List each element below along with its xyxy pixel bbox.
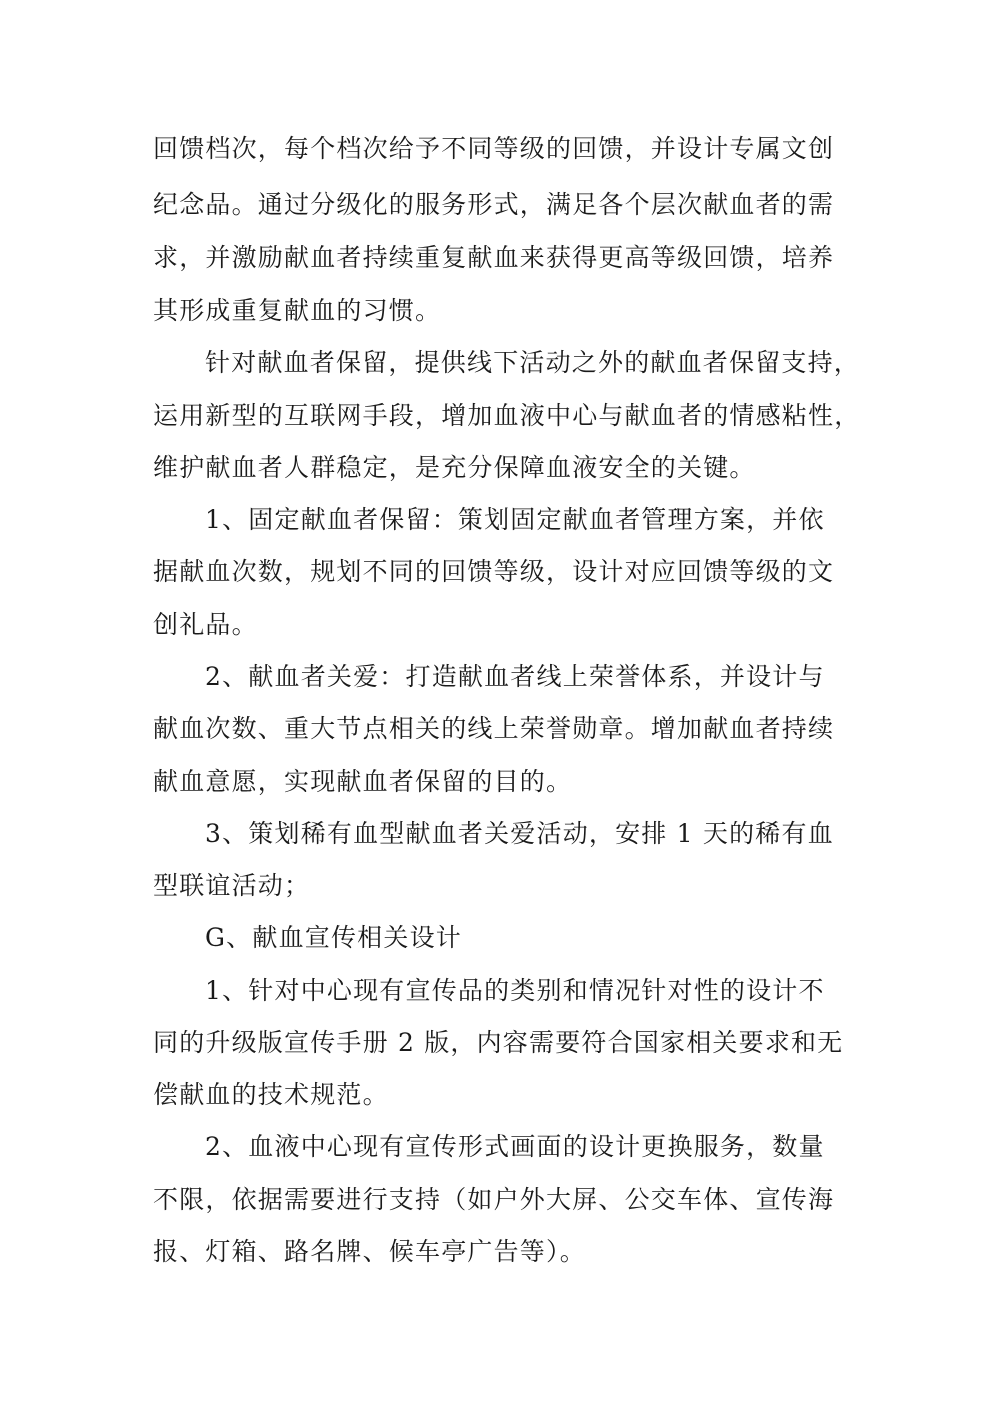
paragraph-line: 回馈档次，每个档次给予不同等级的回馈，并设计专属文创 — [153, 134, 835, 163]
list-item-line: 据献血次数，规划不同的回馈等级，设计对应回馈等级的文 — [153, 557, 835, 586]
list-item-line: 同的升级版宣传手册 2 版，内容需要符合国家相关要求和无 — [153, 1028, 844, 1057]
list-item-line: 不限，依据需要进行支持（如户外大屏、公交车体、宣传海 — [153, 1185, 835, 1214]
paragraph-line: 其形成重复献血的习惯。 — [153, 296, 442, 325]
list-item-line: 献血意愿，实现献血者保留的目的。 — [153, 767, 573, 796]
list-item-line: 偿献血的技术规范。 — [153, 1080, 389, 1109]
paragraph-line: 求，并激励献血者持续重复献血来获得更高等级回馈，培养 — [153, 243, 835, 272]
list-item-line: 型联谊活动； — [153, 871, 311, 900]
list-item-line: 1、针对中心现有宣传品的类别和情况针对性的设计不 — [205, 976, 825, 1005]
paragraph-line: 维护献血者人群稳定，是充分保障血液安全的关键。 — [153, 453, 756, 482]
section-heading: G、献血宣传相关设计 — [205, 923, 462, 952]
list-item-line: 3、策划稀有血型献血者关爱活动，安排 1 天的稀有血 — [205, 819, 834, 848]
paragraph-line: 针对献血者保留，提供线下活动之外的献血者保留支持， — [205, 348, 861, 377]
list-item-line: 报、灯箱、路名牌、候车亭广告等）。 — [153, 1237, 586, 1266]
list-item-line: 2、血液中心现有宣传形式画面的设计更换服务，数量 — [205, 1132, 825, 1161]
list-item-line: 2、献血者关爱：打造献血者线上荣誉体系，并设计与 — [205, 662, 825, 691]
list-item-line: 1、固定献血者保留：策划固定献血者管理方案，并依 — [205, 505, 825, 534]
list-item-line: 创礼品。 — [153, 610, 258, 639]
paragraph-line: 纪念品。通过分级化的服务形式，满足各个层次献血者的需 — [153, 190, 835, 219]
paragraph-line: 运用新型的互联网手段，增加血液中心与献血者的情感粘性， — [153, 401, 861, 430]
list-item-line: 献血次数、重大节点相关的线上荣誉勋章。增加献血者持续 — [153, 714, 835, 743]
